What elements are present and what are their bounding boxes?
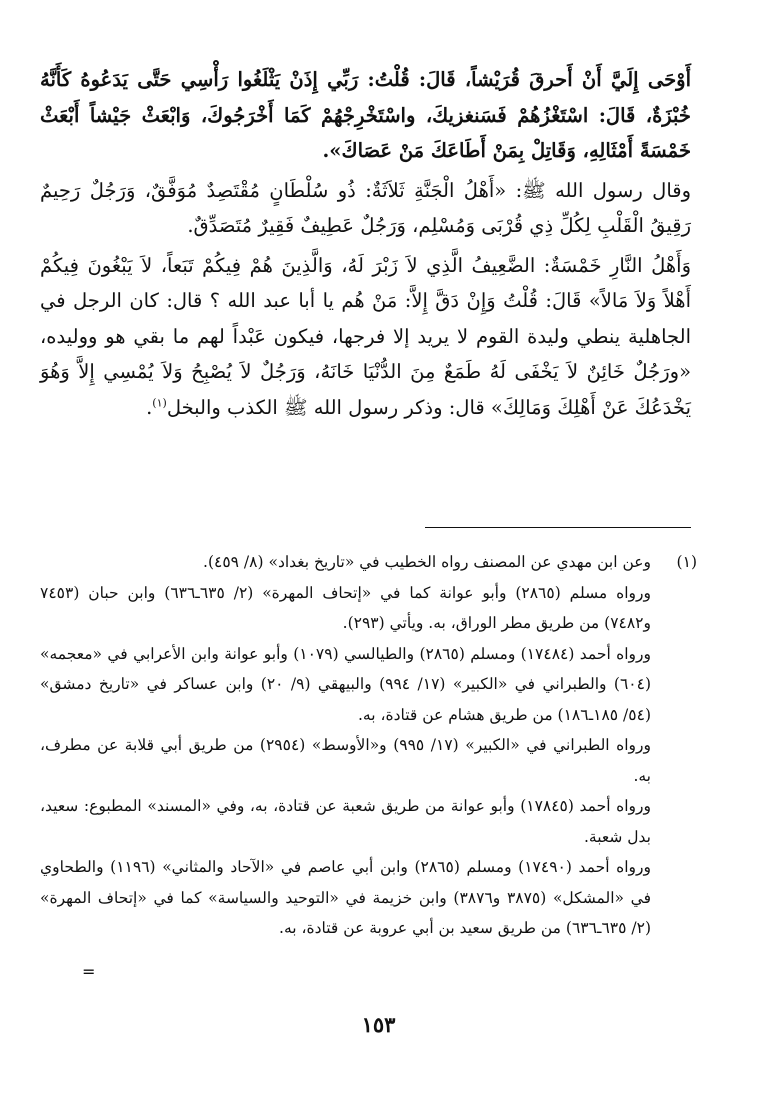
footnote-body	[40, 547, 651, 944]
footnote-line: ورواه أحمد (١٧٨٤٥) وأبو عوانة من طريق شعبة عن قتادة، به، وفي «المسند» المطبوع: سعيد، بدل شعبة.	[40, 797, 651, 846]
main-paragraph-2: وقال رسول الله ﷺ: «أَهْلُ الْجَنَّةِ ثَلاَثَةٌ: ذُو سُلْطَانٍ مُقْتَصِدٌ مُوَفَّقٌ، وَرَجُلٌ رَحِيمٌ رَقِيقُ الْقَلْبِ لِكُلِّ ذِي قُرْبَى وَمُسْلِم، وَرَجُلٌ عَطِيفٌ فَقِيرٌ مُتَصَدِّقٌ.	[40, 178, 691, 237]
footnotes	[40, 547, 697, 944]
footnote-line: ورواه أحمد (١٧٤٩٠) ومسلم (٢٨٦٥) وابن أبي عاصم في «الآحاد والمثاني» (١١٩٦) والطحاوي في «المشكل» (٣٨٧٥ و٣٨٧٦) وابن خزيمة في «التوحيد والسياسة» كما في «إتحاف المهرة» (٢/ ٦٣٥ـ٦٣٦) من طريق سعيد بن أبي عروبة عن قتادة، به.	[40, 858, 651, 937]
footnote-1	[40, 547, 697, 944]
footnote-reference: (١)	[152, 396, 167, 409]
continuation-mark: =	[82, 962, 96, 981]
footnote-separator	[425, 527, 691, 528]
footnote-line: وعن ابن مهدي عن المصنف رواه الخطيب في «تاريخ بغداد» (٨/ ٤٥٩).	[203, 553, 651, 571]
footnote-line: ورواه مسلم (٢٨٦٥) وأبو عوانة كما في «إتحاف المهرة» (٢/ ٦٣٥ـ٦٣٦) وابن حبان (٧٤٥٣ و٧٤٨٢) من طريق مطر الوراق، به. ويأتي (٢٩٣).	[40, 583, 651, 632]
footnote-line: ورواه أحمد (١٧٤٨٤) ومسلم (٢٨٦٥) والطيالسي (١٠٧٩) وأبو عوانة وابن الأعرابي في «معجمه» (٦٠٤) والطبراني في «الكبير» (١٧/ ٩٩٤) والبيهقي (٩/ ٢٠) وابن عساكر في «تاريخ دمشق» (٥٤/ ١٨٥ـ١٨٦) من طريق هشام عن قتادة، به.	[40, 644, 652, 724]
footnote-number: (١)	[676, 553, 697, 571]
page-number: ١٥٣	[361, 1012, 396, 1037]
main-text	[40, 62, 691, 429]
main-paragraph-1: أَوْحَى إِلَيَّ أَنْ أَحرقَ قُرَيْشاً، قَالَ: قُلْتُ: رَبِّي إِذَنْ يَثْلَغُوا رَأْسِي حَتَّى يَدَعُوهُ كَأَنَّهُ خُبْزَةٌ، قَالَ: اسْتَغْزُهُمْ فَسَنغزيكَ، واسْتَخْرِجْهُمْ كَمَا أَخْرَجُوكَ، وَابْعَثْ جَيْشاً أَبْعَثْ خَمْسَةً أَمْثَالِهِ، وَقَاتِلْ بِمَنْ أَطَاعَكَ مَنْ عَصَاكَ».	[40, 68, 691, 162]
main-paragraph-3-text: وَأَهْلُ النَّارِ خَمْسَةٌ: الضَّعِيفُ الَّذِي لاَ زَبْرَ لَهُ، وَالَّذِينَ هُمْ فِيكُمْ تَبَعاً، لاَ يَبْغُونَ فِيكُمْ أَهْلاً وَلاَ مَالاً» قَالَ: قُلْتُ وَإِنْ دَقَّ إِلاَّ: مَنْ هُم يا أبا عبد الله ؟ قال: كان الرجل في الجاهلية ينطي وليدة القوم لا يريد إلا فرجها، فيكون عَبْداً لهم ما بقي هو ووليده، «ورَجُلٌ خَائِنٌ لاَ يَخْفَى لَهُ طَمَعٌ مِنَ الدُّنْيَا خَانَهُ، وَرَجُلٌ لاَ يُصْبِحُ وَلاَ يُمْسِي إِلاَّ وَهُوَ يَخْدَعُكَ عَنْ أَهْلِكَ وَمَالِكَ» قال: وذكر رسول الله ﷺ الكذب والبخل	[40, 253, 691, 419]
footnote-line: ورواه الطبراني في «الكبير» (١٧/ ٩٩٥) و«الأوسط» (٢٩٥٤) من طريق أبي قلابة عن مطرف، به.	[40, 736, 652, 785]
main-paragraph-3-end: .	[146, 395, 153, 419]
main-paragraph-3	[40, 248, 691, 426]
